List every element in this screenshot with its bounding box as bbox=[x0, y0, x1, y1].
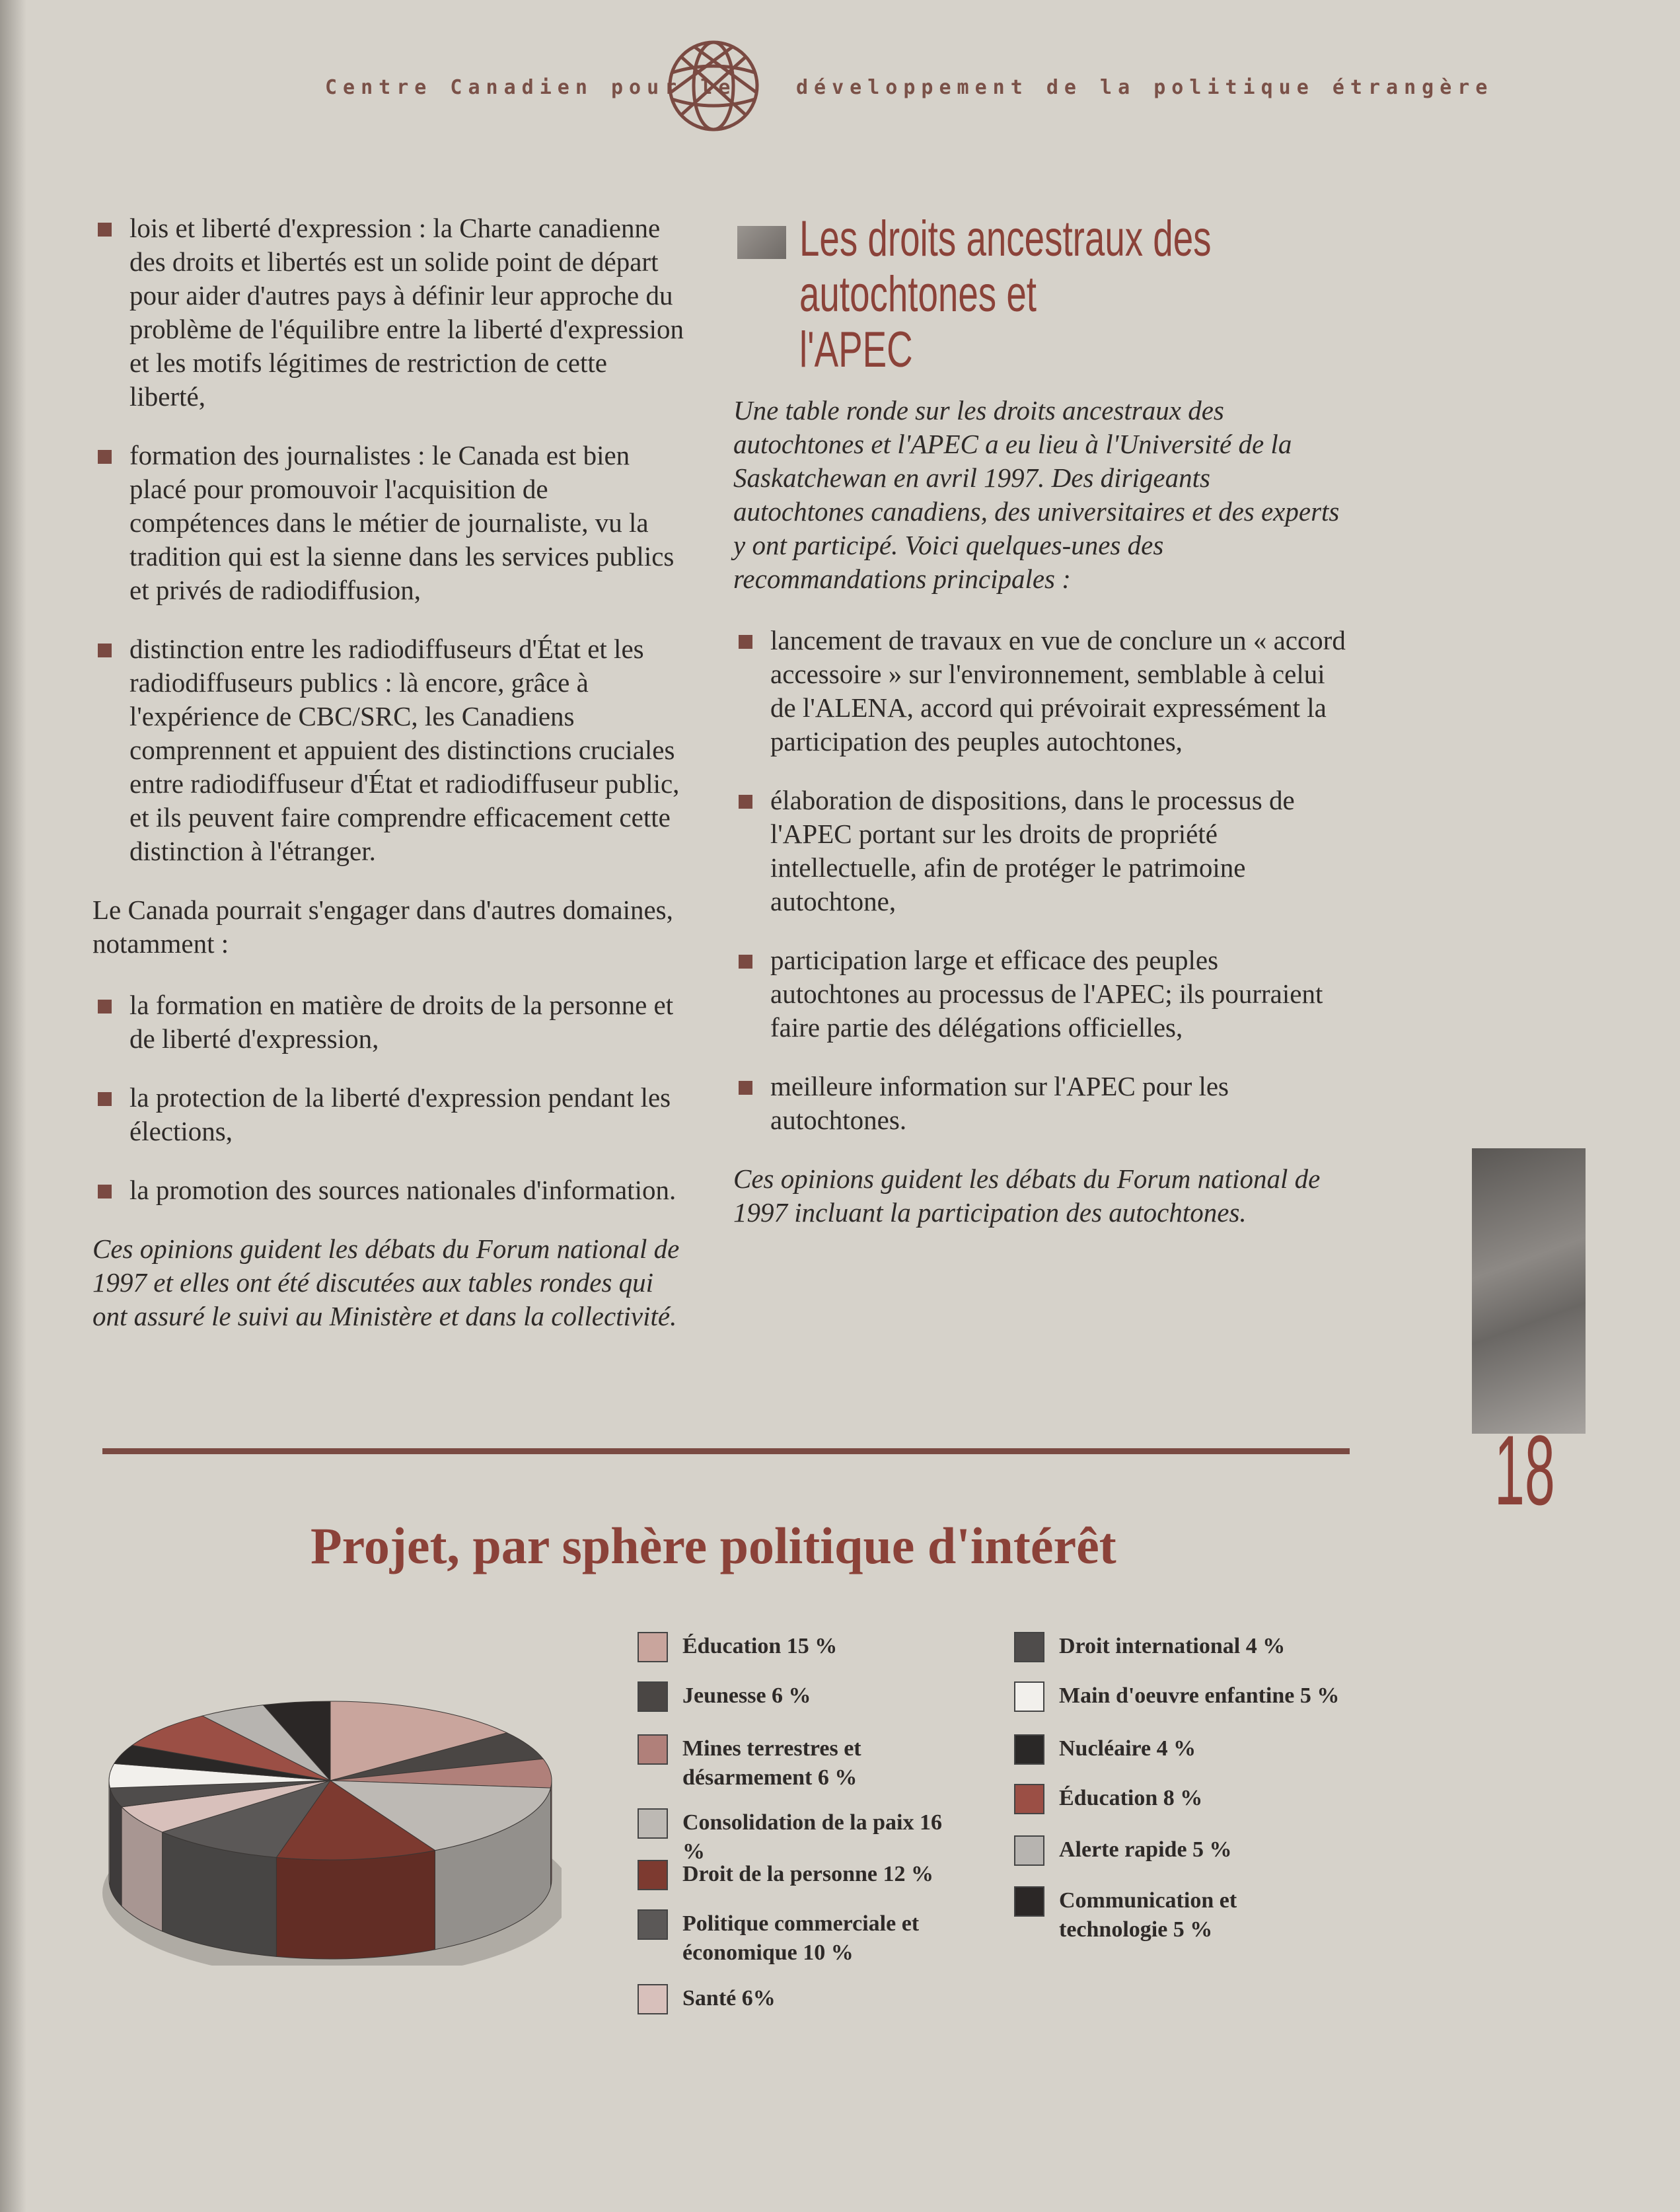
list-item: formation des journalistes : le Canada est bien placé pour promouvoir l'acquisition de compétences dans le métier de journaliste, vu la tradition qui est la sienne dans les services publics et privés de radiodiffusion, bbox=[92, 439, 687, 607]
bullet-square-icon bbox=[98, 1000, 112, 1014]
left-column bbox=[92, 211, 687, 1361]
intro-paragraph: Une table ronde sur les droits ancestraux des autochtones et l'APEC a eu lieu à l'Université de la Saskatchewan en avril 1997. Des dirigeants autochtones canadiens, des universitaires et des experts y ont participé. Voici quelques-unes des recommandations principales : bbox=[733, 395, 1340, 594]
list-item: meilleure information sur l'APEC pour les autochtones. bbox=[733, 1070, 1348, 1137]
legend-swatch bbox=[1014, 1681, 1044, 1712]
bullet-square-icon bbox=[98, 450, 112, 464]
legend-label: Santé 6% bbox=[682, 1986, 776, 2010]
bullet-square-icon bbox=[739, 1081, 752, 1095]
legend-label: Droit international 4 % bbox=[1059, 1634, 1286, 1658]
legend-label: Éducation 15 % bbox=[682, 1634, 838, 1658]
legend-swatch bbox=[1014, 1734, 1044, 1765]
legend-swatch bbox=[638, 1808, 668, 1839]
closing-note: Ces opinions guident les débats du Forum national de 1997 et elles ont été discutées aux tables rondes qui ont assuré le suivi au Ministère et dans la collectivité. bbox=[92, 1234, 680, 1331]
list-item: la protection de la liberté d'expression pendant les élections, bbox=[92, 1081, 687, 1148]
legend-swatch bbox=[1014, 1632, 1044, 1662]
bullet-square-icon bbox=[98, 644, 112, 657]
list-item: la formation en matière de droits de la personne et de liberté d'expression, bbox=[92, 988, 687, 1056]
legend-swatch bbox=[1014, 1784, 1044, 1814]
legend-label: Main d'oeuvre enfantine 5 % bbox=[1059, 1683, 1340, 1708]
bullet-square-icon bbox=[98, 1185, 112, 1198]
heading-square-icon bbox=[737, 226, 786, 259]
legend-swatch bbox=[638, 1734, 668, 1765]
bullet-square-icon bbox=[739, 635, 752, 649]
list-item: participation large et efficace des peuples autochtones au processus de l'APEC; ils pourraient faire partie des délégations officielles, bbox=[733, 943, 1348, 1045]
list-item: distinction entre les radiodiffuseurs d'État et les radiodiffuseurs publics : là encore, grâce à l'expérience de CBC/SRC, les Canadiens comprennent et appuient des distinctions cruciales entre radiodiffuseur d'État et radiodiffuseur public, et ils peuvent faire comprendre efficacement cette distinction à l'étranger. bbox=[92, 632, 687, 868]
list-item: lancement de travaux en vue de conclure un « accord accessoire » sur l'environnement, semblable à celui de l'ALENA, accord qui prévoirait expressément la participation des peuples autochtones, bbox=[733, 624, 1348, 758]
divider-rule bbox=[102, 1448, 1350, 1454]
legend-label: Politique commerciale et économique 10 % bbox=[682, 1911, 920, 1965]
pie-slice-side bbox=[276, 1851, 435, 1959]
page-binding-shadow bbox=[0, 0, 26, 2212]
legend-swatch bbox=[638, 1984, 668, 2014]
bullet-square-icon bbox=[98, 223, 112, 237]
list-item: lois et liberté d'expression : la Charte canadienne des droits et libertés est un solide point de départ pour aider d'autres pays à définir leur approche du problème de l'équilibre entre la liberté d'expression et les motifs légitimes de restriction de cette liberté, bbox=[92, 211, 687, 414]
bullet-square-icon bbox=[98, 1092, 112, 1106]
bullet-square-icon bbox=[739, 795, 752, 809]
right-column bbox=[733, 211, 1348, 1257]
pie-slice-side bbox=[110, 1788, 122, 1906]
bullet-square-icon bbox=[739, 955, 752, 969]
list-item: élaboration de dispositions, dans le processus de l'APEC portant sur les droits de propriété intellectuelle, afin de protéger le patrimoine autochtone, bbox=[733, 784, 1348, 918]
legend-swatch bbox=[638, 1681, 668, 1712]
header-left-text: Centre Canadien pour le bbox=[325, 76, 737, 99]
legend-label: Droit de la personne 12 % bbox=[682, 1862, 933, 1886]
header-right-text: développement de la politique étrangère bbox=[796, 76, 1494, 99]
globe-logo-icon bbox=[664, 36, 763, 135]
legend-label: Éducation 8 % bbox=[1059, 1786, 1203, 1810]
pie-chart bbox=[99, 1688, 562, 1966]
section-heading bbox=[733, 211, 1348, 378]
intro-paragraph: Le Canada pourrait s'engager dans d'autres domaines, notamment : bbox=[92, 895, 673, 959]
legend-swatch bbox=[638, 1909, 668, 1940]
legend-label: Consolidation de la paix 16 % bbox=[682, 1810, 942, 1864]
legend-label: Alerte rapide 5 % bbox=[1059, 1837, 1232, 1862]
page-header bbox=[0, 69, 1680, 168]
section-title: Les droits ancestraux des autochtones et l'APEC bbox=[799, 211, 1212, 378]
legend-label: Mines terrestres et désarmement 6 % bbox=[682, 1736, 861, 1790]
legend-swatch bbox=[638, 1860, 668, 1890]
side-tab-image bbox=[1472, 1148, 1586, 1434]
pie-slice-side bbox=[109, 1781, 110, 1887]
closing-note: Ces opinions guident les débats du Forum national de 1997 incluant la participation des autochtones. bbox=[733, 1163, 1321, 1228]
legend-label: Communication et technologie 5 % bbox=[1059, 1888, 1237, 1942]
legend-label: Jeunesse 6 % bbox=[682, 1683, 811, 1708]
legend-swatch bbox=[1014, 1886, 1044, 1917]
legend-swatch bbox=[1014, 1835, 1044, 1866]
chart-title: Projet, par sphère politique d'intérêt bbox=[310, 1517, 1116, 1574]
list-item: la promotion des sources nationales d'information. bbox=[92, 1173, 687, 1207]
legend-swatch bbox=[638, 1632, 668, 1662]
page-number: 18 bbox=[1494, 1415, 1555, 1526]
legend-label: Nucléaire 4 % bbox=[1059, 1736, 1196, 1761]
